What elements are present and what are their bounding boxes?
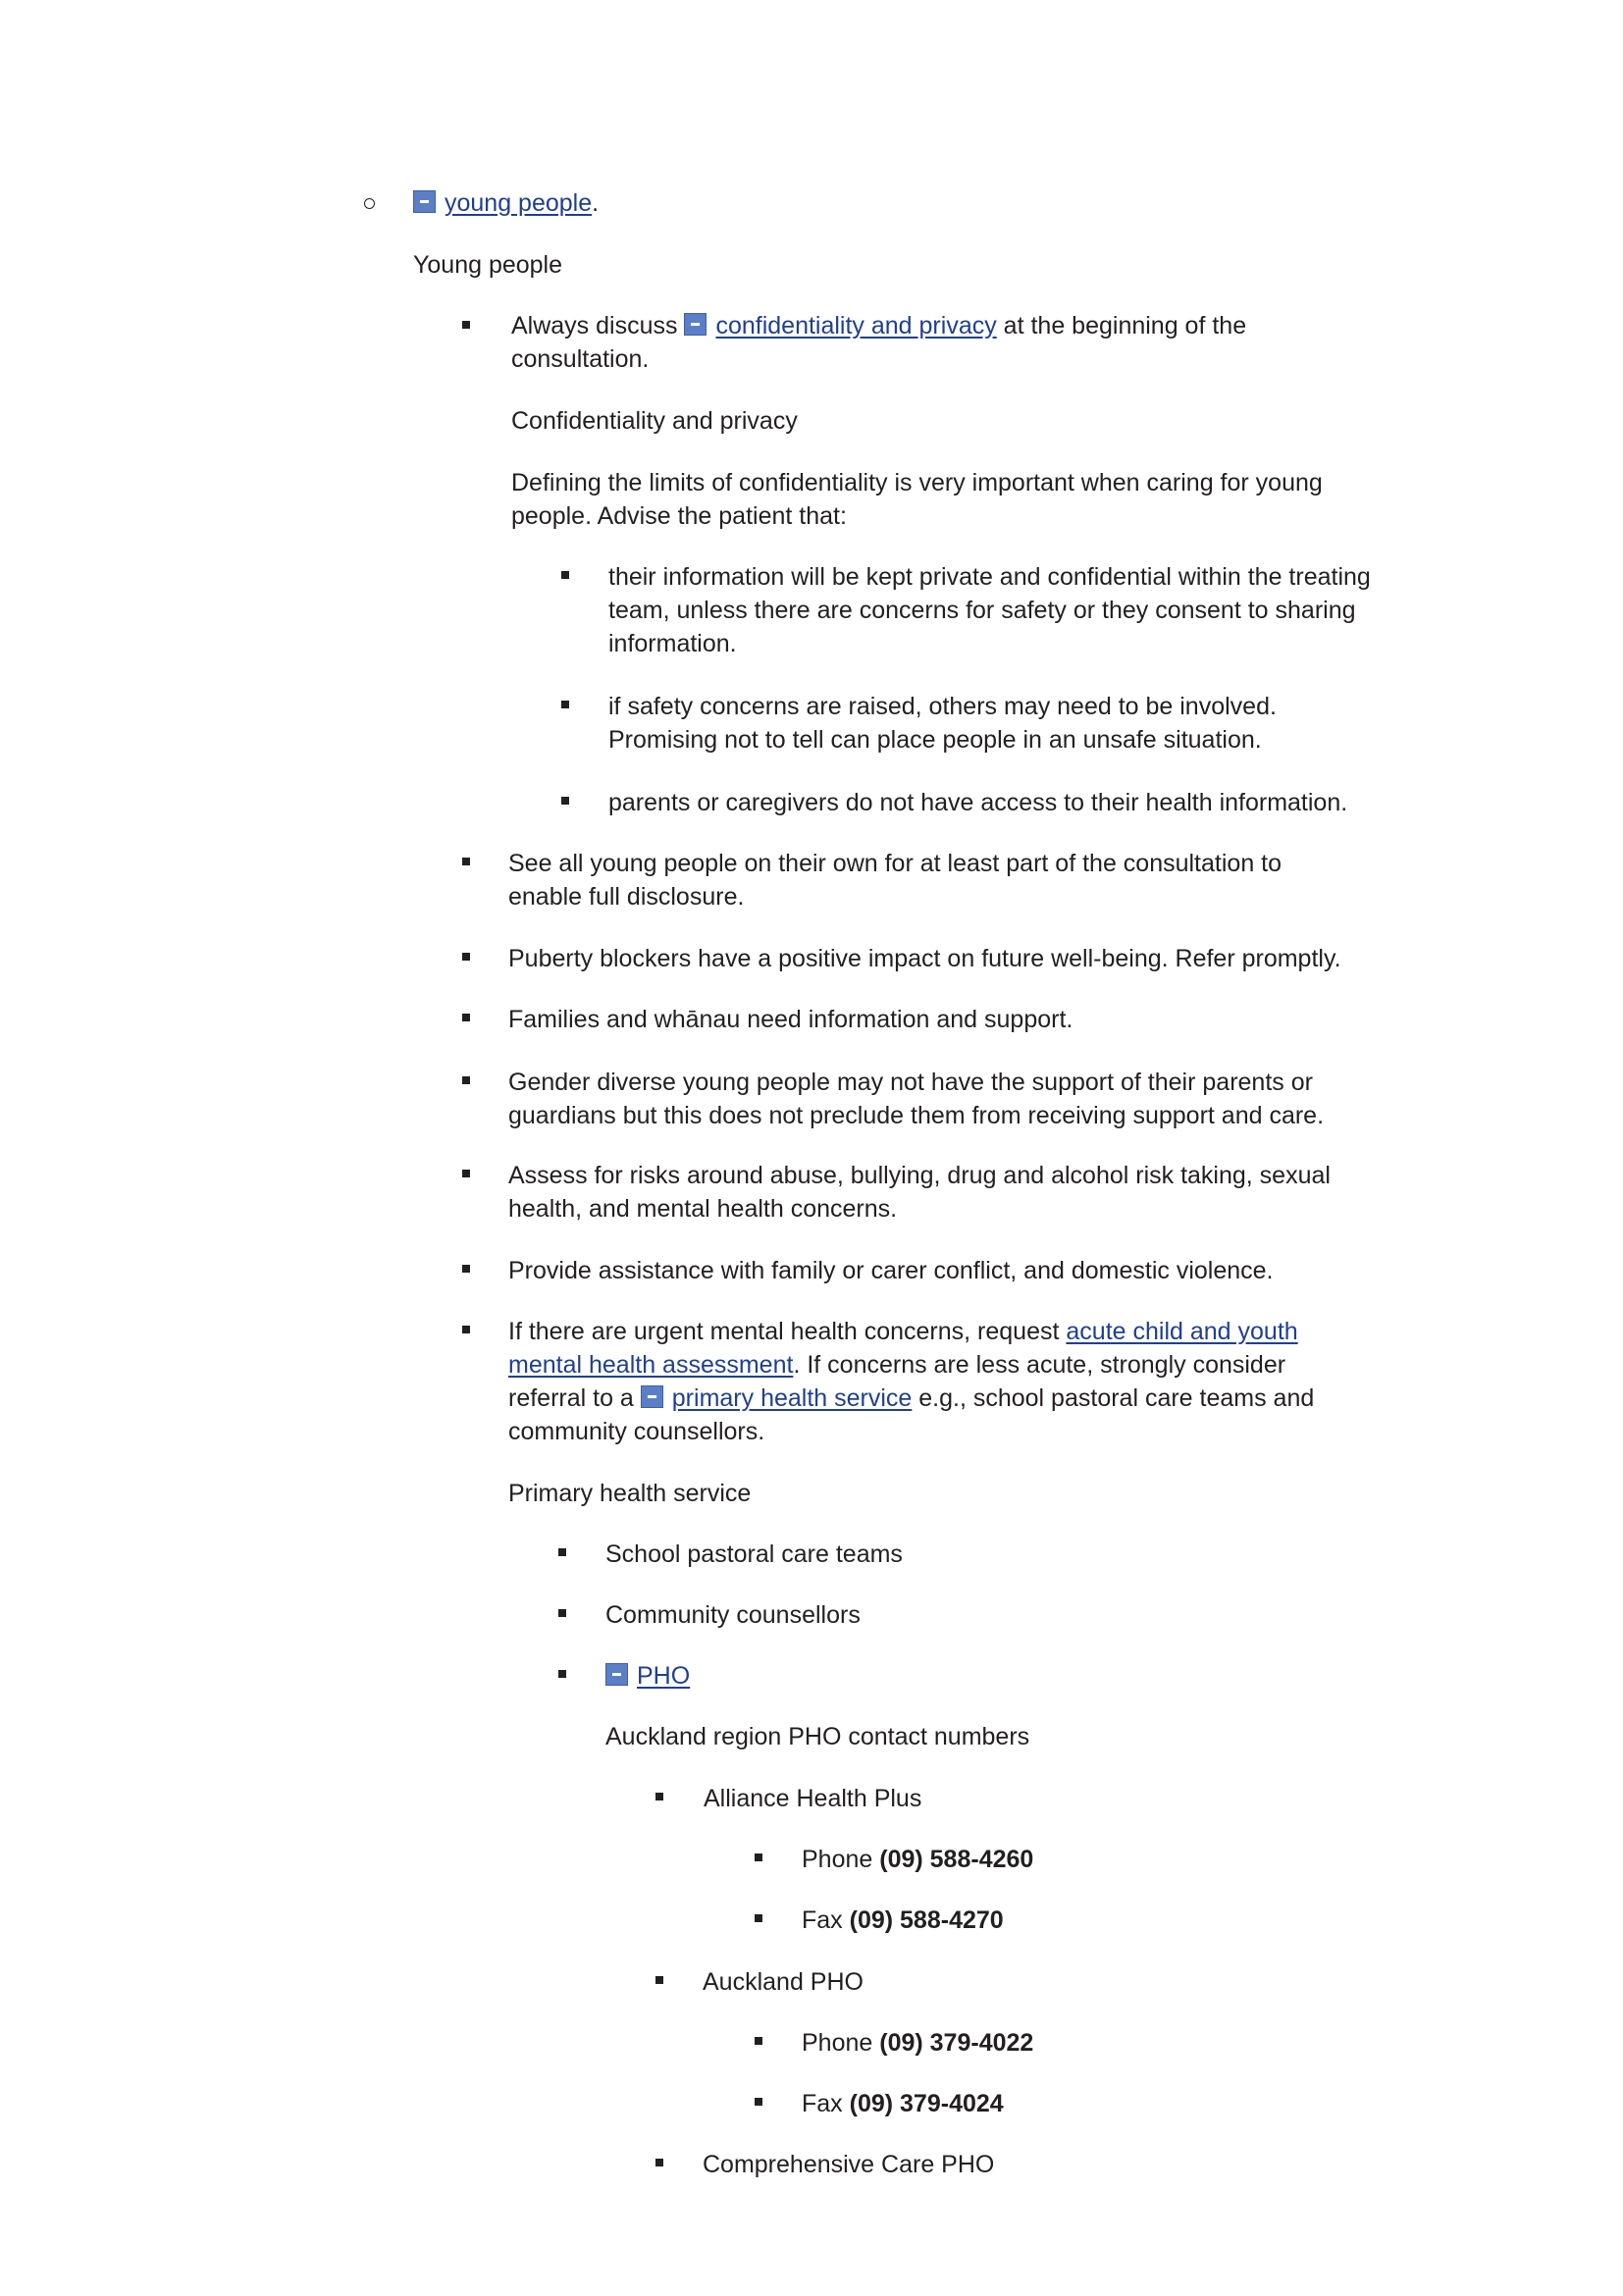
punctuation: .: [592, 189, 600, 217]
young-people-link[interactable]: young people: [445, 189, 593, 217]
young-people-point: Assess for risks around abuse, bullying, drug and alcohol risk taking, sexual health, and mental health concerns.: [508, 1162, 1331, 1223]
young-people-heading: Young people: [413, 251, 563, 279]
young-people-point: See all young people on their own for at least part of the consultation to enable full disclosure.: [508, 850, 1283, 911]
phone-label: Phone: [802, 2029, 880, 2057]
collapse-toggle-icon[interactable]: [641, 1385, 663, 1408]
collapse-toggle-icon[interactable]: [605, 1663, 628, 1686]
square-bullet: [655, 1793, 663, 1800]
pho-name: Auckland PHO: [703, 1968, 864, 1996]
square-bullet: [558, 1609, 566, 1617]
young-people-item: [413, 186, 599, 220]
pho-fax: [802, 2087, 1004, 2120]
square-bullet: [655, 1976, 663, 1984]
acute-assessment-link[interactable]: acute child and youth mental health assessment: [508, 1318, 1298, 1379]
square-bullet: [561, 797, 569, 805]
square-bullet: [655, 2159, 663, 2166]
pho-name: Comprehensive Care PHO: [703, 2151, 995, 2178]
bullet-text: . If concerns are less acute, strongly consider referral to a: [508, 1351, 1286, 1412]
bullet-text: e.g., school pastoral care teams and community counsellors.: [508, 1384, 1315, 1445]
bullet-confidentiality: [511, 309, 1296, 376]
pho-item: [605, 1659, 690, 1693]
pho-fax: [802, 1904, 1004, 1937]
collapse-toggle-icon[interactable]: [413, 190, 436, 213]
fax-label: Fax: [802, 2090, 850, 2117]
phone-number: (09) 379-4022: [879, 2029, 1034, 2057]
square-bullet: [462, 321, 470, 329]
phone-label: Phone: [802, 1846, 880, 1873]
square-bullet: [755, 1914, 762, 1922]
urgent-mental-health: [508, 1315, 1352, 1448]
pho-phone: [802, 1843, 1033, 1876]
square-bullet: [561, 701, 569, 708]
young-people-point: Families and whānau need information and support.: [508, 1006, 1073, 1033]
fax-number: (09) 588-4270: [849, 1906, 1004, 1934]
square-bullet: [558, 1670, 566, 1678]
square-bullet: [462, 1170, 470, 1177]
primary-health-heading: Primary health service: [508, 1480, 752, 1507]
circle-bullet: [364, 198, 375, 209]
square-bullet: [755, 2098, 762, 2106]
square-bullet: [462, 1326, 470, 1333]
bullet-text: If there are urgent mental health concerns, request: [508, 1318, 1067, 1345]
square-bullet: [462, 1014, 470, 1021]
bullet-text: at the beginning of the consultation.: [511, 312, 1247, 373]
phone-number: (09) 588-4260: [879, 1846, 1034, 1873]
young-people-point: Gender diverse young people may not have the support of their parents or guardians but this does not preclude them from receiving support and care.: [508, 1069, 1325, 1129]
confidentiality-point: parents or caregivers do not have access to their health information.: [608, 789, 1348, 816]
confidentiality-intro: Defining the limits of confidentiality is very important when caring for young people. Advise the patient that:: [511, 469, 1323, 530]
primary-health-service-link[interactable]: primary health service: [671, 1384, 913, 1412]
square-bullet: [462, 1076, 470, 1084]
fax-number: (09) 379-4024: [849, 2090, 1004, 2117]
pho-phone: [802, 2026, 1033, 2060]
primary-point: School pastoral care teams: [605, 1540, 903, 1568]
confidentiality-point: their information will be kept private and confidential within the treating team, unless there are concerns for safety or they consent to sharing information.: [608, 563, 1371, 657]
square-bullet: [755, 2037, 762, 2045]
primary-point: Community counsellors: [605, 1601, 861, 1629]
young-people-point: Provide assistance with family or carer conflict, and domestic violence.: [508, 1257, 1274, 1284]
fax-label: Fax: [802, 1906, 850, 1934]
square-bullet: [561, 571, 569, 579]
square-bullet: [462, 953, 470, 961]
confidentiality-link[interactable]: confidentiality and privacy: [715, 312, 997, 339]
square-bullet: [558, 1548, 566, 1556]
confidentiality-point: if safety concerns are raised, others may need to be involved. Promising not to tell can place people in an unsafe situation.: [608, 693, 1277, 754]
square-bullet: [462, 858, 470, 865]
young-people-point: Puberty blockers have a positive impact on future well-being. Refer promptly.: [508, 945, 1341, 972]
bullet-text: Always discuss: [511, 312, 685, 339]
pho-heading: Auckland region PHO contact numbers: [605, 1723, 1030, 1750]
collapse-toggle-icon[interactable]: [684, 313, 707, 336]
pho-link[interactable]: PHO: [637, 1662, 691, 1690]
confidentiality-heading: Confidentiality and privacy: [511, 407, 798, 435]
square-bullet: [755, 1853, 762, 1861]
square-bullet: [462, 1265, 470, 1273]
pho-name: Alliance Health Plus: [704, 1785, 922, 1812]
